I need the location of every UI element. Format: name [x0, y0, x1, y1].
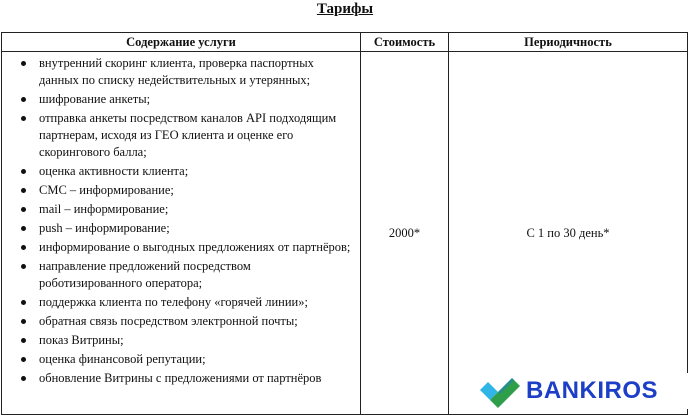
- bullet-icon: [21, 300, 26, 305]
- service-text: оценка активности клиента;: [39, 164, 189, 178]
- bullet-icon: [21, 61, 26, 66]
- header-periodicity: Периодичность: [449, 33, 688, 52]
- service-text: обновление Витрины с предложениями от партнёров: [39, 371, 322, 385]
- bullet-icon: [21, 376, 26, 381]
- list-item: [2, 182, 356, 199]
- bullet-icon: [21, 338, 26, 343]
- bullet-icon: [21, 169, 26, 174]
- service-text: СМС – информирование;: [39, 183, 174, 197]
- service-text: направление предложений посредством роботизированного оператора;: [39, 259, 251, 290]
- table-header-row: [2, 33, 688, 52]
- bullet-icon: [21, 97, 26, 102]
- service-text: отправка анкеты посредством каналов API подходящим партнерам, исходя из ГЕО клиента и оценке его скорингового балла;: [39, 111, 337, 159]
- bullet-icon: [21, 357, 26, 362]
- list-item: [2, 332, 356, 349]
- service-text: показ Витрины;: [39, 333, 124, 347]
- header-cost: Стоимость: [361, 33, 449, 52]
- list-item: [2, 294, 356, 311]
- brand-name: BANKIROS: [526, 377, 659, 404]
- list-item: [2, 91, 356, 108]
- checkmark-logo-icon: [478, 374, 522, 408]
- cost-cell: 2000*: [361, 52, 449, 415]
- header-content: Содержание услуги: [2, 33, 361, 52]
- list-item: [2, 201, 356, 218]
- bullet-icon: [21, 226, 26, 231]
- bankiros-logo: [478, 373, 688, 409]
- bullet-icon: [21, 245, 26, 250]
- list-item: [2, 370, 356, 387]
- list-item: [2, 163, 356, 180]
- page-title: Тарифы: [316, 1, 374, 17]
- list-item: [2, 239, 356, 256]
- service-text: внутренний скоринг клиента, проверка паспортных данных по списку недействительных и утерянных;: [39, 56, 314, 87]
- list-item: [2, 258, 356, 292]
- service-text: шифрование анкеты;: [39, 92, 151, 106]
- bullet-icon: [21, 264, 26, 269]
- tariffs-table: [1, 32, 688, 415]
- service-content-cell: [2, 52, 361, 415]
- bullet-icon: [21, 116, 26, 121]
- bullet-icon: [21, 207, 26, 212]
- list-item: [2, 110, 356, 161]
- list-item: [2, 220, 356, 237]
- service-text: mail – информирование;: [39, 202, 169, 216]
- service-text: поддержка клиента по телефону «горячей линии»;: [39, 295, 308, 309]
- bullet-icon: [21, 188, 26, 193]
- service-text: push – информирование;: [39, 221, 170, 235]
- service-list: [2, 55, 356, 387]
- list-item: [2, 351, 356, 368]
- service-text: оценка финансовой репутации;: [39, 352, 206, 366]
- table-row: [2, 52, 688, 415]
- list-item: [2, 55, 356, 89]
- service-text: информирование о выгодных предложениях от партнёров;: [39, 240, 351, 254]
- periodicity-cell: С 1 по 30 день*: [449, 52, 688, 415]
- list-item: [2, 313, 356, 330]
- service-text: обратная связь посредством электронной почты;: [39, 314, 298, 328]
- bullet-icon: [21, 319, 26, 324]
